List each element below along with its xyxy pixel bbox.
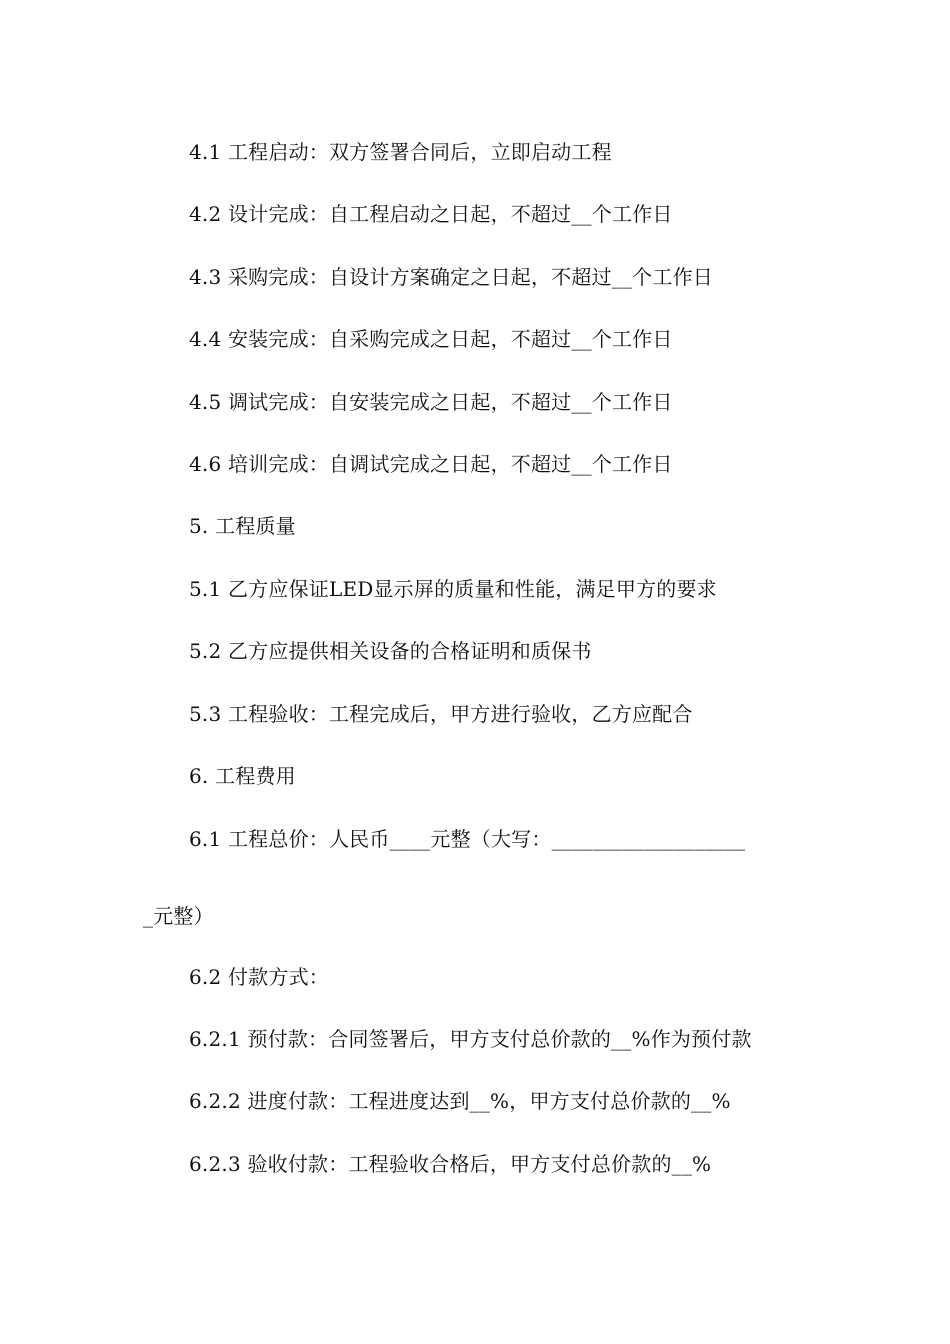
clause-6-2: 6.2 付款方式：: [189, 965, 329, 989]
section-6-heading: 6. 工程费用: [189, 764, 296, 788]
clause-6-2-1: 6.2.1 预付款：合同签署后，甲方支付总价款的__%作为预付款: [189, 1027, 752, 1051]
clause-4-6: 4.6 培训完成：自调试完成之日起，不超过__个工作日: [189, 452, 673, 476]
clause-4-4: 4.4 安装完成：自采购完成之日起，不超过__个工作日: [189, 327, 673, 351]
clause-4-5: 4.5 调试完成：自安装完成之日起，不超过__个工作日: [189, 390, 673, 414]
clause-5-3: 5.3 工程验收：工程完成后，甲方进行验收，乙方应配合: [189, 702, 693, 726]
section-5-heading: 5. 工程质量: [189, 514, 296, 538]
clause-4-3: 4.3 采购完成：自设计方案确定之日起，不超过__个工作日: [189, 265, 713, 289]
clause-6-2-3: 6.2.3 验收付款：工程验收合格后，甲方支付总价款的__%: [189, 1152, 712, 1176]
clause-5-2: 5.2 乙方应提供相关设备的合格证明和质保书: [189, 639, 592, 663]
clause-6-1-continuation: _元整）: [143, 904, 214, 928]
clause-5-1: 5.1 乙方应保证LED显示屏的质量和性能，满足甲方的要求: [189, 577, 717, 601]
clause-6-2-2: 6.2.2 进度付款：工程进度达到__%，甲方支付总价款的__%: [189, 1089, 731, 1113]
clause-4-2: 4.2 设计完成：自工程启动之日起，不超过__个工作日: [189, 202, 673, 226]
clause-4-1: 4.1 工程启动：双方签署合同后，立即启动工程: [189, 140, 612, 164]
clause-6-1: 6.1 工程总价：人民币____元整（大写：___________________: [189, 827, 746, 851]
